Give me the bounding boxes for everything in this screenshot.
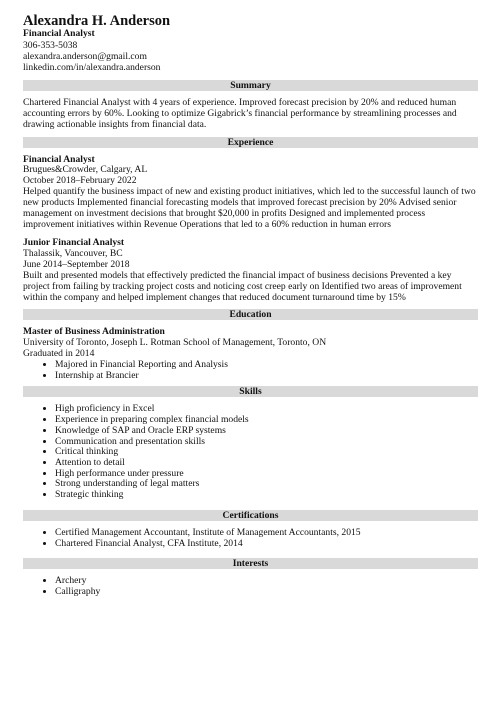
job-company: Thalassik, Vancouver, BC	[23, 248, 123, 260]
education-bullets	[23, 360, 478, 381]
candidate-title: Financial Analyst	[23, 28, 95, 40]
list-item: • High proficiency in Excel	[55, 404, 478, 415]
email-address: alexandra.anderson@gmail.com	[23, 51, 147, 63]
job-role: Junior Financial Analyst	[23, 237, 125, 249]
list-item: • Calligraphy	[55, 587, 478, 598]
education-heading: Education	[23, 309, 478, 320]
school: University of Toronto, Joseph L. Rotman School of Management, Toronto, ON	[23, 337, 327, 349]
list-item: • Archery	[55, 576, 478, 587]
list-item: • Certified Management Accountant, Institute of Management Accountants, 2015	[55, 528, 478, 539]
list-item: • Strong understanding of legal matters	[55, 479, 478, 490]
job-company: Brugues&Crowder, Calgary, AL	[23, 164, 148, 176]
graduation: Graduated in 2014	[23, 348, 95, 360]
list-item: • Communication and presentation skills	[55, 437, 478, 448]
list-item: • Attention to detail	[55, 458, 478, 469]
interests-heading: Interests	[23, 558, 478, 569]
certifications-list	[23, 528, 478, 549]
summary-heading: Summary	[23, 80, 478, 91]
interests-list	[23, 576, 478, 597]
list-item: • Majored in Financial Reporting and Analysis	[55, 360, 478, 371]
list-item: • Experience in preparing complex financial models	[55, 415, 478, 426]
linkedin-url: linkedin.com/in/alexandra.anderson	[23, 62, 161, 74]
list-item: • Knowledge of SAP and Oracle ERP systems	[55, 426, 478, 437]
certifications-heading: Certifications	[23, 510, 478, 521]
skills-heading: Skills	[23, 386, 478, 397]
list-item: • Internship at Brancier	[55, 371, 478, 382]
candidate-name: Alexandra H. Anderson	[23, 13, 171, 29]
list-item: • Critical thinking	[55, 447, 478, 458]
resume-header	[23, 14, 478, 73]
list-item: • High performance under pressure	[55, 469, 478, 480]
job-description: Helped quantify the business impact of new and existing product initiatives, which led to the successful launch of two new products Implemented financial forecasting models that improved forecast precision by 20% Advised senior management on investment decisions that brought $20,000 in profits Designed and implemented process improvement initiatives within Revenue Operations that led to a 60% reduction in human errors	[23, 186, 476, 230]
degree: Master of Business Administration	[23, 326, 165, 338]
job-description: Built and presented models that effectively predicted the financial impact of business decisions Prevented a key project from failing by tracking project costs and noticing cost creep early on Identified two areas of improvement within the company and helped implement changes that reduced document turnaround time by 15%	[23, 269, 462, 303]
job-entry	[23, 238, 478, 303]
job-dates: June 2014–September 2018	[23, 259, 130, 271]
phone-number: 306-353-5038	[23, 40, 78, 52]
job-entry	[23, 155, 478, 231]
list-item: • Chartered Financial Analyst, CFA Institute, 2014	[55, 539, 478, 550]
experience-heading: Experience	[23, 137, 478, 148]
skills-list	[23, 404, 478, 501]
job-role: Financial Analyst	[23, 153, 95, 165]
summary-text: Chartered Financial Analyst with 4 years of experience. Improved forecast precision by 20% and reduced human accounting errors by 60%. Looking to optimize Gigabrick’s financial performance by streamlining processes and drawing actionable insights from financial data.	[23, 97, 457, 130]
list-item: • Strategic thinking	[55, 490, 478, 501]
job-dates: October 2018–February 2022	[23, 175, 137, 187]
contact-info	[23, 40, 478, 73]
